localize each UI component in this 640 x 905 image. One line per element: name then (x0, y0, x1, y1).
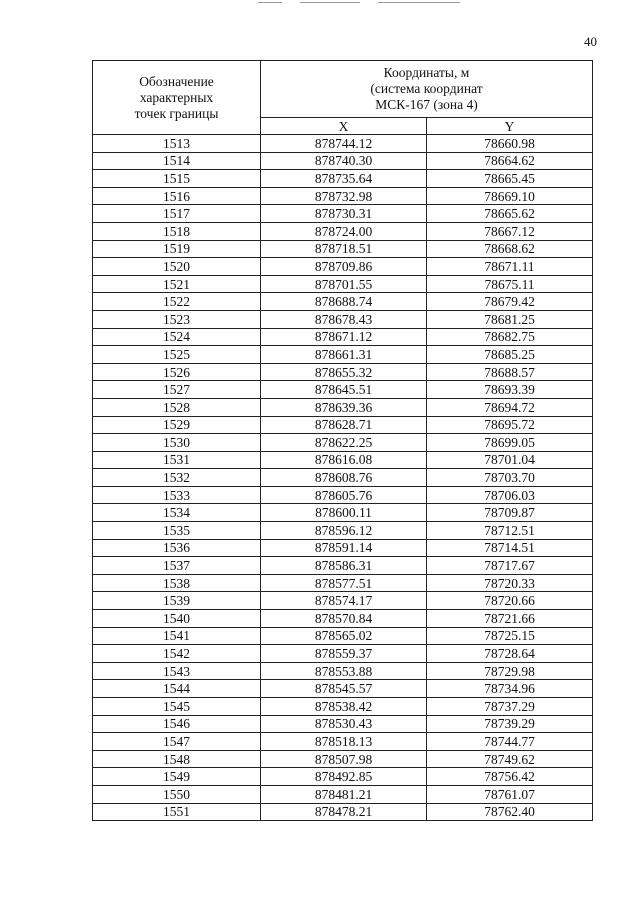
header-x: X (261, 118, 427, 135)
header-point-line: характерных (139, 89, 214, 105)
table-row (93, 275, 593, 293)
cell-point: 1537 (93, 557, 261, 575)
cell-y: 78660.98 (427, 135, 593, 153)
table-row (93, 363, 593, 381)
cell-x: 878559.37 (261, 645, 427, 663)
cell-point: 1529 (93, 416, 261, 434)
cell-point: 1536 (93, 539, 261, 557)
cell-point: 1521 (93, 275, 261, 293)
table-row (93, 434, 593, 452)
cell-point: 1542 (93, 645, 261, 663)
top-rule-left (258, 2, 282, 3)
table-row (93, 346, 593, 364)
cell-y: 78701.04 (427, 451, 593, 469)
cell-x: 878507.98 (261, 750, 427, 768)
cell-x: 878622.25 (261, 434, 427, 452)
cell-x: 878553.88 (261, 662, 427, 680)
cell-point: 1539 (93, 592, 261, 610)
cell-point: 1543 (93, 662, 261, 680)
cell-x: 878744.12 (261, 135, 427, 153)
cell-point: 1514 (93, 152, 261, 170)
cell-x: 878538.42 (261, 698, 427, 716)
cell-point: 1547 (93, 733, 261, 751)
cell-point: 1518 (93, 222, 261, 240)
cell-y: 78720.66 (427, 592, 593, 610)
cell-y: 78681.25 (427, 310, 593, 328)
table-row (93, 135, 593, 153)
cell-y: 78694.72 (427, 398, 593, 416)
cell-x: 878530.43 (261, 715, 427, 733)
cell-y: 78703.70 (427, 469, 593, 487)
table-row (93, 293, 593, 311)
cell-x: 878628.71 (261, 416, 427, 434)
cell-y: 78744.77 (427, 733, 593, 751)
cell-y: 78671.11 (427, 258, 593, 276)
cell-y: 78682.75 (427, 328, 593, 346)
cell-x: 878655.32 (261, 363, 427, 381)
table-row (93, 416, 593, 434)
cell-x: 878596.12 (261, 522, 427, 540)
cell-x: 878678.43 (261, 310, 427, 328)
table-row (93, 522, 593, 540)
table-row (93, 152, 593, 170)
table-row (93, 240, 593, 258)
table-row (93, 680, 593, 698)
cell-x: 878732.98 (261, 187, 427, 205)
table-row (93, 170, 593, 188)
cell-x: 878740.30 (261, 152, 427, 170)
table-row (93, 750, 593, 768)
table-row (93, 205, 593, 223)
table-row (93, 222, 593, 240)
cell-x: 878591.14 (261, 539, 427, 557)
cell-x: 878671.12 (261, 328, 427, 346)
table-row (93, 610, 593, 628)
cell-y: 78739.29 (427, 715, 593, 733)
table-row (93, 627, 593, 645)
cell-y: 78721.66 (427, 610, 593, 628)
cell-x: 878481.21 (261, 785, 427, 803)
table-row (93, 662, 593, 680)
cell-point: 1516 (93, 187, 261, 205)
cell-point: 1538 (93, 574, 261, 592)
cell-x: 878478.21 (261, 803, 427, 821)
cell-point: 1532 (93, 469, 261, 487)
cell-point: 1527 (93, 381, 261, 399)
cell-point: 1524 (93, 328, 261, 346)
cell-point: 1551 (93, 803, 261, 821)
cell-x: 878661.31 (261, 346, 427, 364)
top-rule-mid (300, 2, 360, 3)
table-row (93, 715, 593, 733)
cell-y: 78725.15 (427, 627, 593, 645)
cell-x: 878730.31 (261, 205, 427, 223)
cell-point: 1544 (93, 680, 261, 698)
table-row (93, 398, 593, 416)
cell-point: 1546 (93, 715, 261, 733)
cell-x: 878709.86 (261, 258, 427, 276)
cell-x: 878577.51 (261, 574, 427, 592)
cell-point: 1541 (93, 627, 261, 645)
header-y: Y (427, 118, 593, 135)
cell-x: 878701.55 (261, 275, 427, 293)
cell-point: 1534 (93, 504, 261, 522)
cell-x: 878608.76 (261, 469, 427, 487)
table-row (93, 698, 593, 716)
cell-x: 878688.74 (261, 293, 427, 311)
cell-point: 1525 (93, 346, 261, 364)
cell-point: 1520 (93, 258, 261, 276)
coordinates-table (92, 60, 593, 821)
cell-y: 78667.12 (427, 222, 593, 240)
cell-x: 878565.02 (261, 627, 427, 645)
cell-point: 1517 (93, 205, 261, 223)
cell-y: 78665.45 (427, 170, 593, 188)
table-row (93, 486, 593, 504)
header-coords-line: Координаты, м (383, 65, 470, 80)
cell-y: 78693.39 (427, 381, 593, 399)
cell-y: 78685.25 (427, 346, 593, 364)
cell-y: 78679.42 (427, 293, 593, 311)
cell-y: 78688.57 (427, 363, 593, 381)
cell-y: 78669.10 (427, 187, 593, 205)
table-row (93, 451, 593, 469)
cell-point: 1540 (93, 610, 261, 628)
cell-x: 878616.08 (261, 451, 427, 469)
table-row (93, 187, 593, 205)
cell-point: 1530 (93, 434, 261, 452)
cell-y: 78695.72 (427, 416, 593, 434)
cell-x: 878718.51 (261, 240, 427, 258)
table-row (93, 592, 593, 610)
table-row (93, 504, 593, 522)
cell-x: 878492.85 (261, 768, 427, 786)
cell-x: 878735.64 (261, 170, 427, 188)
cell-x: 878639.36 (261, 398, 427, 416)
cell-point: 1531 (93, 451, 261, 469)
cell-point: 1549 (93, 768, 261, 786)
table-row (93, 768, 593, 786)
cell-y: 78720.33 (427, 574, 593, 592)
cell-y: 78668.62 (427, 240, 593, 258)
cell-point: 1550 (93, 785, 261, 803)
cell-y: 78712.51 (427, 522, 593, 540)
cell-point: 1545 (93, 698, 261, 716)
cell-y: 78717.67 (427, 557, 593, 575)
cell-x: 878600.11 (261, 504, 427, 522)
cell-x: 878574.17 (261, 592, 427, 610)
header-point-line: Обозначение (139, 73, 214, 89)
cell-y: 78664.62 (427, 152, 593, 170)
table-row (93, 381, 593, 399)
page-number: 40 (584, 34, 597, 49)
table-row (93, 785, 593, 803)
top-rule-right (378, 2, 460, 3)
cell-y: 78728.64 (427, 645, 593, 663)
cell-x: 878570.84 (261, 610, 427, 628)
cell-y: 78734.96 (427, 680, 593, 698)
header-coords-line: (система координат (370, 81, 483, 96)
cell-x: 878586.31 (261, 557, 427, 575)
table-row (93, 574, 593, 592)
cell-point: 1513 (93, 135, 261, 153)
cell-point: 1533 (93, 486, 261, 504)
cell-x: 878605.76 (261, 486, 427, 504)
cell-point: 1523 (93, 310, 261, 328)
cell-y: 78737.29 (427, 698, 593, 716)
table-row (93, 258, 593, 276)
cell-point: 1535 (93, 522, 261, 540)
cell-point: 1522 (93, 293, 261, 311)
header-coordinates (261, 61, 593, 118)
table-row (93, 733, 593, 751)
cell-y: 78749.62 (427, 750, 593, 768)
cell-y: 78729.98 (427, 662, 593, 680)
header-point-designation (93, 61, 261, 135)
cell-point: 1548 (93, 750, 261, 768)
table-row (93, 328, 593, 346)
table-row (93, 803, 593, 821)
header-point-line: точек границы (134, 105, 219, 121)
cell-x: 878645.51 (261, 381, 427, 399)
cell-x: 878518.13 (261, 733, 427, 751)
cell-y: 78756.42 (427, 768, 593, 786)
table-body (93, 135, 593, 821)
table-row (93, 645, 593, 663)
cell-y: 78665.62 (427, 205, 593, 223)
cell-x: 878724.00 (261, 222, 427, 240)
table-row (93, 557, 593, 575)
cell-x: 878545.57 (261, 680, 427, 698)
cell-y: 78762.40 (427, 803, 593, 821)
cell-y: 78675.11 (427, 275, 593, 293)
header-coords-line: МСК-167 (зона 4) (375, 97, 478, 112)
cell-point: 1515 (93, 170, 261, 188)
cell-point: 1526 (93, 363, 261, 381)
table-row (93, 539, 593, 557)
table-row (93, 469, 593, 487)
cell-y: 78761.07 (427, 785, 593, 803)
cell-point: 1519 (93, 240, 261, 258)
cell-y: 78714.51 (427, 539, 593, 557)
cell-y: 78699.05 (427, 434, 593, 452)
cell-y: 78709.87 (427, 504, 593, 522)
table-row (93, 310, 593, 328)
cell-point: 1528 (93, 398, 261, 416)
cell-y: 78706.03 (427, 486, 593, 504)
